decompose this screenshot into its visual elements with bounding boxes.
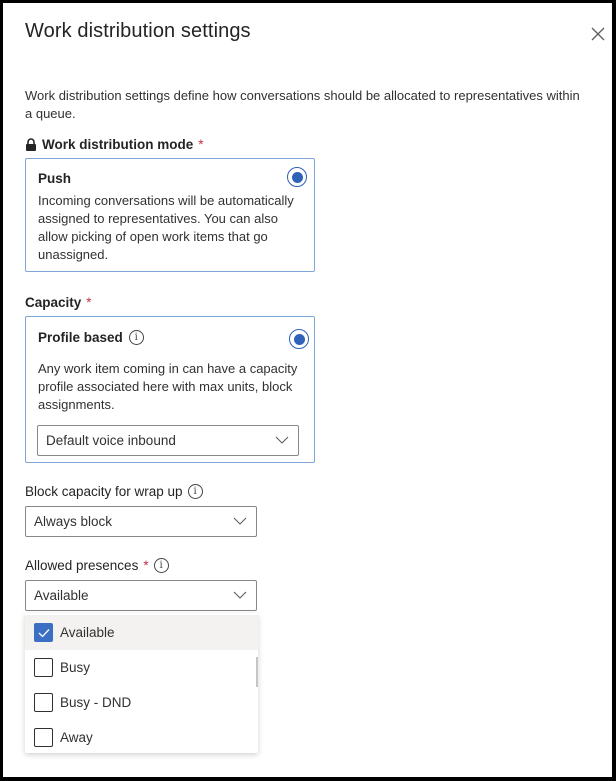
capacity-label [25,295,92,310]
info-icon[interactable]: i [188,484,203,499]
chevron-down-icon [233,516,247,526]
checkbox-checked[interactable] [34,623,53,642]
profile-based-option-card[interactable] [25,316,315,463]
push-option-description: Incoming conversations will be automatically assigned to representatives. You can also allow picking of open work items that go unassigned. [38,193,294,262]
allowed-presences-select[interactable] [25,580,257,611]
profile-based-title [38,330,144,345]
label-text: Allowed presences [25,558,139,573]
option-label: Away [60,730,93,745]
presence-option-available[interactable] [25,615,258,650]
label-text: Block capacity for wrap up [25,484,183,499]
checkbox[interactable] [34,728,53,747]
option-label: Busy [60,660,91,675]
capacity-profile-select[interactable] [37,425,299,456]
work-distribution-panel [3,3,612,777]
required-marker: * [143,558,149,573]
chevron-down-icon [233,590,247,600]
checkbox[interactable] [34,693,53,712]
profile-based-radio[interactable] [289,329,309,349]
select-value: Always block [34,514,113,529]
select-value: Available [34,588,89,603]
required-marker: * [198,137,204,152]
info-icon[interactable]: i [154,558,169,573]
block-capacity-label [25,484,203,499]
allowed-presences-label [25,558,169,573]
presence-option-away[interactable] [25,720,258,755]
close-icon[interactable] [590,26,606,42]
lock-icon [25,138,37,151]
panel-description: Work distribution settings define how conversations should be allocated to representatives within a queue. [25,88,580,121]
profile-based-title-text: Profile based [38,330,123,345]
presence-option-busy[interactable] [25,650,258,685]
select-value: Default voice inbound [46,433,176,448]
profile-based-description: Any work item coming in can have a capacity profile associated here with max units, block assignments. [38,361,298,412]
option-label: Busy - DND [60,695,132,710]
label-text: Capacity [25,295,82,310]
push-option-card[interactable] [25,158,315,272]
work-distribution-mode-label [25,137,204,152]
required-marker: * [86,295,92,310]
checkmark-icon [38,628,50,638]
push-radio[interactable] [287,167,307,187]
push-option-title: Push [38,171,72,186]
dropdown-scrollbar[interactable] [256,657,258,687]
chevron-down-icon [275,435,289,445]
block-capacity-select[interactable] [25,506,257,537]
presence-option-busy-dnd[interactable] [25,685,258,720]
panel-title: Work distribution settings [25,20,251,42]
checkbox[interactable] [34,658,53,677]
option-label: Available [60,625,115,640]
info-icon[interactable]: i [129,330,144,345]
allowed-presences-dropdown [25,613,258,753]
label-text: Work distribution mode [42,137,194,152]
